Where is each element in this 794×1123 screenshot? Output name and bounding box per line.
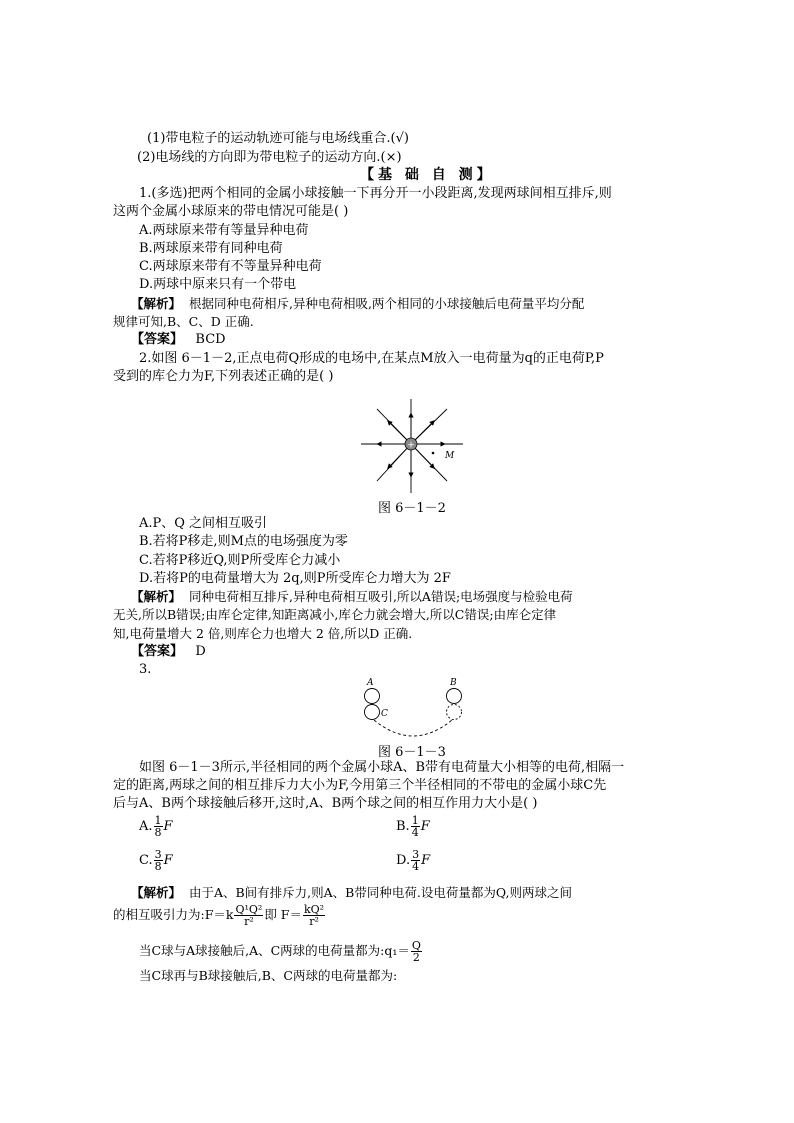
q1-analysis-1 (131, 296, 584, 312)
q3-label-a: A (367, 678, 374, 688)
analysis-label: 【解析】 (131, 885, 182, 900)
q2-answer-value: D (195, 644, 206, 659)
q2-option-d: D.若将P的电荷量增大为 2q,则P所受库仑力增大为 2F (139, 571, 451, 586)
denominator: 4 (411, 826, 419, 839)
option-letter: A. (139, 819, 153, 834)
variable: F (421, 853, 431, 868)
q3-option-c (139, 849, 173, 872)
numerator: 3 (412, 848, 420, 861)
numerator: Q (411, 939, 421, 952)
q3-step-2: 当C球再与B球接触后,B、C两球的电荷量都为: (139, 968, 398, 983)
fraction (303, 904, 325, 927)
q1-analysis-text: 根据同种电荷相斥,异种电荷相吸,两个相同的小球接触后电荷量平均分配 (188, 296, 585, 311)
intro-line-1: (1)带电粒子的运动轨迹可能与电场线重合.(√) (147, 131, 409, 146)
q1-answer (131, 332, 226, 348)
denominator: 2 (412, 951, 420, 964)
q3-stem-2: 定的距离,两球之间的相互排斥力大小为F,今用第三个半径相同的不带电的金属小球C先 (113, 778, 607, 793)
q1-option-a: A.两球原来带有等量异种电荷 (139, 223, 309, 238)
formula-prefix: 的相互吸引力为:F＝k (113, 907, 234, 922)
fraction (411, 849, 420, 872)
q3-spheres-figure (355, 672, 475, 742)
answer-label: 【答案】 (131, 332, 184, 347)
denominator: 8 (154, 826, 162, 839)
variable: F (163, 853, 173, 868)
analysis-label: 【解析】 (131, 296, 182, 311)
option-letter: C. (139, 853, 153, 868)
fraction (411, 815, 420, 838)
option-letter: B. (396, 819, 410, 834)
numerator: 1 (154, 814, 162, 827)
svg-text:+: + (407, 440, 415, 451)
q2-stem-1: 2.如图 6－1－2,正点电荷Q形成的电场中,在某点M放入一电荷量为q的正电荷P,P (139, 351, 604, 366)
q2-field-figure (355, 397, 470, 497)
fraction (234, 904, 263, 927)
option-letter: D. (396, 853, 411, 868)
q2-analysis-3: 知,电荷量增大 2 倍,则库仑力也增大 2 倍,所以D 正确. (113, 626, 413, 641)
q1-analysis-2: 规律可知,B、C、D 正确. (113, 314, 254, 329)
q1-stem-2: 这两个金属小球原来的带电情况可能是( ) (113, 204, 349, 219)
q3-stem-3: 后与A、B两个球接触后移开,这时,A、B两个球之间的相互作用力大小是( ) (113, 796, 538, 811)
denominator: 4 (412, 860, 420, 873)
denominator: r² (244, 915, 254, 928)
q1-option-c: C.两球原来带有不等量异种电荷 (139, 259, 322, 274)
q2-figure-caption: 图 6－1－2 (378, 501, 446, 516)
q3-analysis-2 (113, 904, 326, 927)
q2-analysis-2: 无关,所以B错误;由库仑定律,知距离减小,库仑力就会增大,所以C错误;由库仑定律 (113, 607, 557, 622)
q1-stem-1: 1.(多选)把两个相同的金属小球接触一下再分开一小段距离,发现两球间相互排斥,则 (139, 186, 612, 201)
denominator: 8 (154, 860, 162, 873)
numerator: 3 (154, 848, 162, 861)
q3-analysis-1 (131, 885, 572, 901)
q3-label-c: C (381, 709, 388, 719)
q3-stem-1: 如图 6－1－3所示,半径相同的两个金属小球A、B带有电荷量大小相等的电荷,相隔一 (139, 760, 625, 775)
step-text: 当C球与A球接触后,A、C两球的电荷量都为:q₁＝ (139, 943, 410, 958)
formula-middle: 即 F＝ (264, 907, 302, 922)
q2-figure-label-m: M (445, 451, 455, 461)
q1-option-d: D.两球中原来只有一个带电 (139, 277, 297, 292)
q3-step-1 (139, 940, 423, 963)
variable: F (420, 819, 430, 834)
q3-option-d (396, 849, 430, 872)
q3-number: 3. (139, 662, 152, 677)
fraction (154, 815, 163, 838)
fraction (411, 940, 422, 963)
q2-option-a: A.P、Q 之间相互吸引 (139, 516, 268, 531)
numerator: 1 (411, 814, 419, 827)
numerator: Q¹Q² (235, 903, 263, 916)
denominator: r² (309, 915, 319, 928)
q2-option-b: B.若将P移走,则M点的电场强度为零 (139, 534, 348, 549)
q2-analysis-text: 同种电荷相互排斥,异种电荷相互吸引,所以A错误;电场强度与检验电荷 (188, 589, 573, 604)
analysis-label: 【解析】 (131, 589, 182, 604)
q3-analysis-text: 由于A、B间有排斥力,则A、B带同种电荷.设电荷量都为Q,则两球之间 (188, 885, 572, 900)
variable: F (163, 819, 173, 834)
q2-analysis-1 (131, 589, 573, 605)
answer-label: 【答案】 (131, 644, 184, 659)
q2-answer (131, 644, 206, 660)
section-title: 【基 础 自 测】 (360, 167, 495, 183)
q2-stem-2: 受到的库仑力为F,下列表述正确的是( ) (113, 369, 334, 384)
q2-option-c: C.若将P移近Q,则P所受库仑力减小 (139, 553, 341, 568)
q3-figure-caption: 图 6－1－3 (378, 745, 446, 760)
fraction (154, 849, 163, 872)
numerator: kQ² (303, 903, 325, 916)
q3-option-a (139, 815, 173, 838)
q1-option-b: B.两球原来带有同种电荷 (139, 241, 283, 256)
q3-option-b (396, 815, 430, 838)
q1-answer-value: BCD (195, 332, 226, 347)
q3-label-b: B (450, 678, 457, 688)
intro-line-2: (2)电场线的方向即为带电粒子的运动方向.(×) (137, 150, 402, 165)
